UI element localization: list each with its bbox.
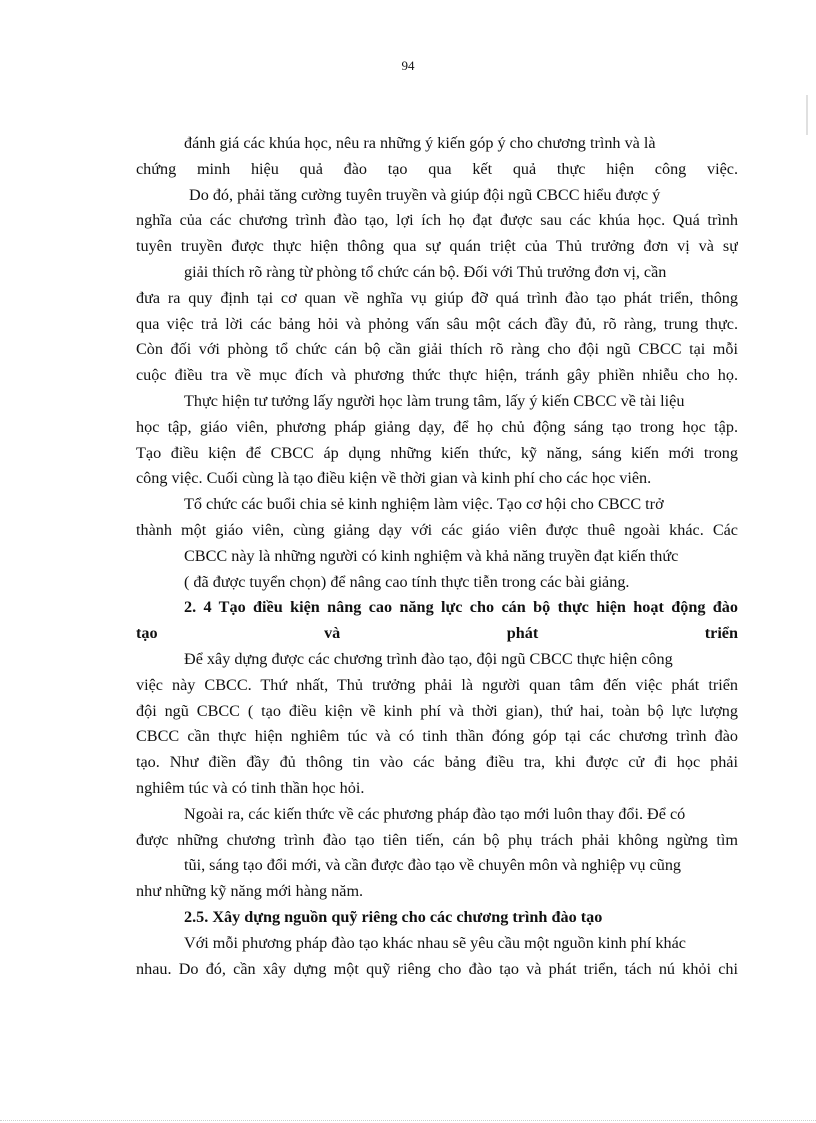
page-edge-mark	[806, 95, 808, 135]
body-line: chứng minh hiệu quả đào tạo qua kết quả thực hiện công việc.	[136, 160, 738, 178]
section-heading-2-5: 2.5. Xây dựng nguồn quỹ riêng cho các chương trình đào tạo	[184, 908, 603, 926]
body-line: Để xây dựng được các chương trình đào tạo, đội ngũ CBCC thực hiện công	[184, 650, 673, 668]
body-line: tuyên truyền được thực hiện thông qua sự quán triệt của Thủ trưởng đơn vị và sự	[136, 237, 738, 255]
section-heading-2-4-cont: tạo và phát triển	[136, 624, 738, 642]
body-line: đưa ra quy định tại cơ quan về nghĩa vụ giúp đỡ quá trình đào tạo phát triển, thông	[136, 289, 738, 307]
body-line: học tập, giáo viên, phương pháp giảng dạy, để họ chủ động sáng tạo trong học tập.	[136, 418, 738, 436]
page-number: 94	[401, 58, 415, 73]
body-line: thành một giáo viên, cùng giảng dạy với các giáo viên được thuê ngoài khác. Các	[136, 521, 738, 539]
body-line: giải thích rõ ràng từ phòng tổ chức cán bộ. Đối với Thủ trưởng đơn vị, cần	[184, 263, 667, 281]
body-line: việc này CBCC. Thứ nhất, Thủ trưởng phải là người quan tâm đến việc phát triển	[136, 676, 738, 694]
body-line: đánh giá các khúa học, nêu ra những ý kiến góp ý cho chương trình và là	[184, 134, 656, 152]
body-line: Với mỗi phương pháp đào tạo khác nhau sẽ yêu cầu một nguồn kinh phí khác	[184, 934, 686, 952]
body-line: tạo. Như điền đầy đủ thông tin vào các bảng điều tra, khi được cử đi học phải	[136, 753, 738, 771]
body-line: cuộc điều tra về mục đích và phương thức thực hiện, tránh gây phiền nhiễu cho họ.	[136, 366, 738, 384]
body-line: được những chương trình đào tạo tiên tiến, cán bộ phụ trách phải không ngừng tìm	[136, 831, 738, 849]
body-line: CBCC này là những người có kinh nghiệm và khả năng truyền đạt kiến thức	[184, 547, 679, 565]
body-line: nghĩa của các chương trình đào tạo, lợi ích họ đạt được sau các khúa học. Quá trình	[136, 211, 738, 229]
body-line: CBCC cần thực hiện nghiêm túc và có tinh thần đóng góp tại các chương trình đào	[136, 727, 738, 745]
body-line: như những kỹ năng mới hàng năm.	[136, 882, 364, 900]
body-line: Thực hiện tư tưởng lấy người học làm trung tâm, lấy ý kiến CBCC về tài liệu	[184, 392, 685, 410]
body-line: Do đó, phải tăng cường tuyên truyền và giúp đội ngũ CBCC hiểu được ý	[189, 186, 661, 204]
body-line: đội ngũ CBCC ( tạo điều kiện về kinh phí và thời gian), thứ hai, toàn bộ lực lượng	[136, 702, 738, 720]
page-bottom-border	[0, 1120, 816, 1121]
body-line: công việc. Cuối cùng là tạo điều kiện về thời gian và kinh phí cho các học viên.	[136, 469, 652, 487]
section-heading-2-4: 2. 4 Tạo điều kiện nâng cao năng lực cho cán bộ thực hiện hoạt động đào	[184, 598, 738, 616]
body-line: Ngoài ra, các kiến thức về các phương pháp đào tạo mới luôn thay đổi. Để có	[184, 805, 686, 823]
body-line: qua việc trả lời các bảng hỏi và phỏng vấn sâu một cách đầy đủ, rõ ràng, trung thực.	[136, 315, 738, 333]
body-line: nhau. Do đó, cần xây dựng một quỹ riêng cho đào tạo và phát triển, tách nú khỏi chi	[136, 960, 738, 978]
body-line: nghiêm túc và có tinh thần học hỏi.	[136, 779, 365, 797]
body-line: Tổ chức các buổi chia sẻ kinh nghiệm làm việc. Tạo cơ hội cho CBCC trở	[184, 495, 664, 513]
body-line: ( đã được tuyển chọn) để nâng cao tính thực tiễn trong các bài giảng.	[184, 573, 630, 591]
body-line: Còn đối với phòng tổ chức cán bộ cần giải thích rõ ràng cho đội ngũ CBCC tại mỗi	[136, 340, 738, 358]
body-line: tũi, sáng tạo đổi mới, và cần được đào tạo về chuyên môn và nghiệp vụ cũng	[184, 856, 682, 874]
body-line: Tạo điều kiện để CBCC áp dụng những kiến thức, kỹ năng, sáng kiến mới trong	[136, 444, 738, 462]
